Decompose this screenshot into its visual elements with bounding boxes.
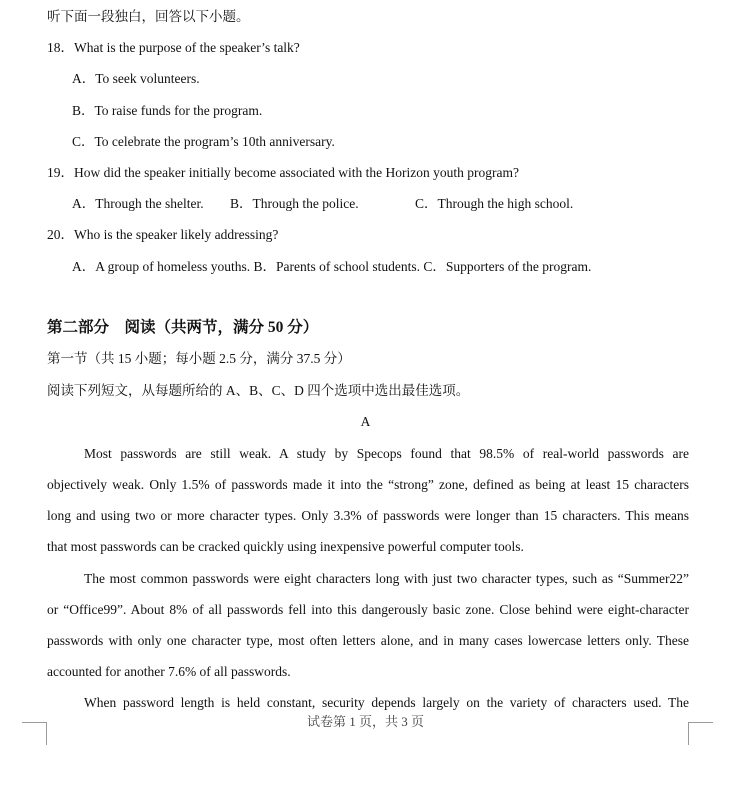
question-number: 18． bbox=[47, 40, 74, 55]
option-18a: A．To seek volunteers. bbox=[72, 71, 200, 86]
question-number: 19． bbox=[47, 165, 74, 180]
options-19 bbox=[72, 195, 573, 213]
option-20a: A．A group of homeless youths. bbox=[72, 259, 251, 274]
passage-paragraph-2-line-2: or “Office99”. About 8% of all passwords fell into this dangerously basic zone. Close behind were eight-character bbox=[47, 602, 689, 617]
passage-label: A bbox=[360, 414, 371, 429]
section-title: 第二部分 阅读（共两节，满分 50 分） bbox=[47, 319, 319, 336]
question-number: 20． bbox=[47, 227, 74, 242]
passage-paragraph-2-line-3: passwords with only one character type, most often letters alone, and in many cases lowercase letters only. These bbox=[47, 633, 689, 648]
question-text: Who is the speaker likely addressing? bbox=[74, 227, 279, 242]
option-18b: B．To raise funds for the program. bbox=[72, 103, 263, 118]
option-20c: C．Supporters of the program. bbox=[423, 259, 592, 274]
reading-instruction: 阅读下列短文，从每题所给的 A、B、C、D 四个选项中选出最佳选项。 bbox=[47, 383, 470, 398]
option-19b: B．Through the police. bbox=[230, 196, 359, 211]
listening-intro: 听下面一段独白，回答以下小题。 bbox=[47, 9, 250, 24]
option-18c: C．To celebrate the program’s 10th anniversary. bbox=[72, 134, 335, 149]
passage-paragraph-1-line-4: that most passwords can be cracked quickly using inexpensive powerful computer tools. bbox=[47, 539, 524, 554]
option-19a: A．Through the shelter. bbox=[72, 196, 204, 211]
passage-paragraph-1-line-3: long and using two or more character types. Only 3.3% of passwords were longer than 15 characters. This means bbox=[47, 508, 689, 523]
option-19c: C．Through the high school. bbox=[415, 196, 574, 211]
passage-paragraph-2-line-4: accounted for another 7.6% of all passwords. bbox=[47, 664, 291, 679]
options-20 bbox=[72, 258, 591, 276]
passage-paragraph-1-line-1: Most passwords are still weak. A study by Specops found that 98.5% of real-world passwords are bbox=[84, 446, 689, 461]
question-18 bbox=[47, 39, 300, 57]
section-subtitle: 第一节（共 15 小题；每小题 2.5 分，满分 37.5 分） bbox=[47, 351, 351, 366]
question-text: How did the speaker initially become associated with the Horizon youth program? bbox=[74, 165, 519, 180]
passage-paragraph-2-line-1: The most common passwords were eight characters long with just two character types, such as “Summer22” bbox=[84, 571, 689, 586]
question-19 bbox=[47, 164, 519, 182]
passage-paragraph-3-line-1: When password length is held constant, security depends largely on the variety of characters used. The bbox=[84, 695, 689, 710]
question-text: What is the purpose of the speaker’s talk? bbox=[74, 40, 300, 55]
passage-paragraph-1-line-2: objectively weak. Only 1.5% of passwords made it into the “strong” zone, defined as being at least 15 characters bbox=[47, 477, 689, 492]
option-20b: B．Parents of school students. bbox=[253, 259, 420, 274]
question-20 bbox=[47, 226, 278, 244]
page-footer: 试卷第 1 页，共 3 页 bbox=[306, 714, 424, 729]
